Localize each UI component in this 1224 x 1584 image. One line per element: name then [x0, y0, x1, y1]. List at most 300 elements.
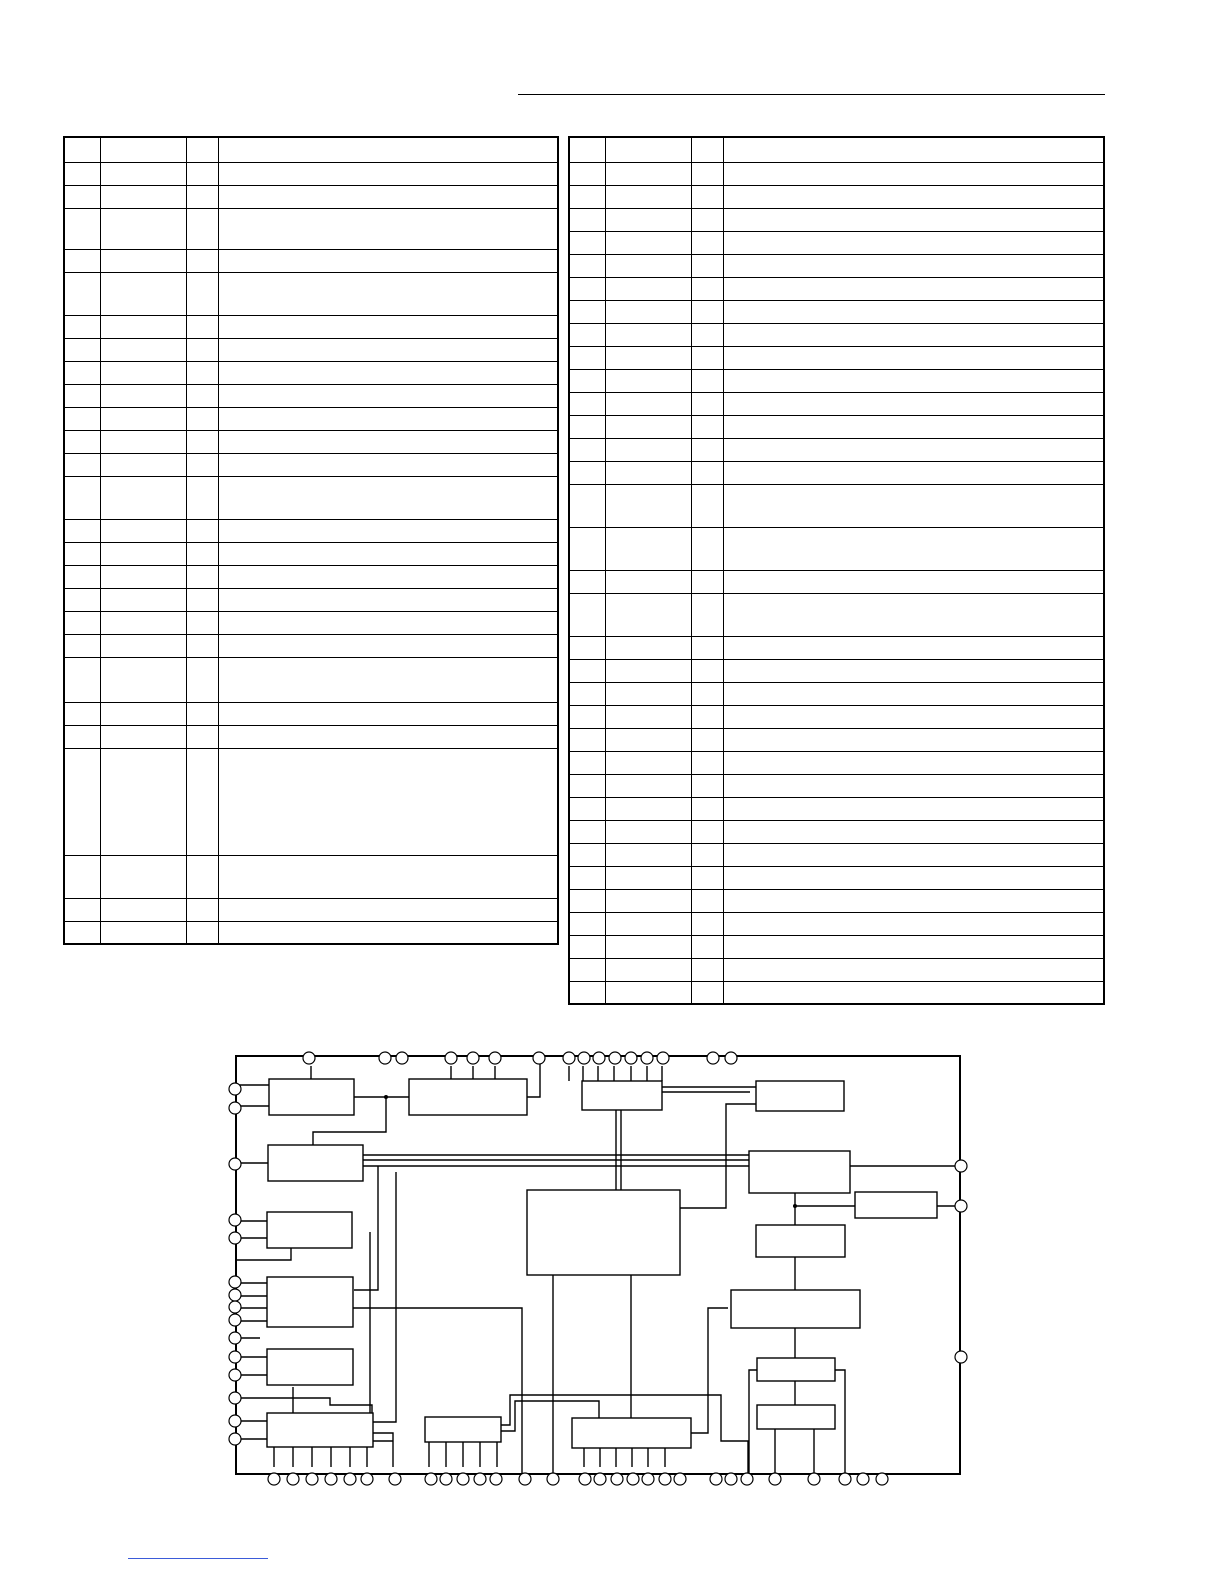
table-row [569, 659, 1104, 682]
io-cell [691, 323, 723, 346]
block-input-amp [269, 1079, 354, 1115]
pin-name-cell [100, 162, 186, 185]
pin-name-cell [100, 611, 186, 634]
table-row [64, 476, 558, 519]
pin-number-cell [64, 185, 100, 208]
function-cell [723, 728, 1104, 751]
pin-number-cell [64, 702, 100, 725]
table-row [64, 453, 558, 476]
io-cell [691, 254, 723, 277]
io-cell [691, 705, 723, 728]
pin-name-cell [605, 231, 691, 254]
table-row [569, 866, 1104, 889]
pin-name-cell [605, 346, 691, 369]
pin-terminal [229, 1214, 241, 1226]
pin-name-cell [605, 461, 691, 484]
block-buffer [757, 1405, 835, 1429]
io-cell [186, 430, 218, 453]
pin-name-cell [605, 254, 691, 277]
function-cell [723, 570, 1104, 593]
function-cell [723, 162, 1104, 185]
block-serial-io [267, 1413, 373, 1447]
table-row [569, 889, 1104, 912]
function-cell [218, 453, 558, 476]
pin-name-cell [605, 185, 691, 208]
io-cell [186, 748, 218, 855]
pin-name-cell [605, 369, 691, 392]
io-cell [691, 137, 723, 162]
pin-terminal [594, 1473, 606, 1485]
pin-terminal [396, 1052, 408, 1064]
block-diagram [200, 1040, 980, 1490]
function-cell [723, 843, 1104, 866]
pin-number-cell [64, 338, 100, 361]
function-cell [723, 185, 1104, 208]
table-row [569, 323, 1104, 346]
pin-terminal [379, 1052, 391, 1064]
pin-number-cell [569, 958, 605, 981]
function-cell [723, 935, 1104, 958]
pin-terminal [229, 1158, 241, 1170]
pin-terminal [955, 1160, 967, 1172]
table-row [64, 208, 558, 249]
io-cell [691, 889, 723, 912]
table-row [569, 527, 1104, 570]
pin-terminal [857, 1473, 869, 1485]
pin-name-cell [605, 820, 691, 843]
pin-name-cell [100, 855, 186, 898]
table-row [64, 137, 558, 162]
pin-name-cell [605, 137, 691, 162]
function-cell [723, 705, 1104, 728]
pin-terminal [306, 1473, 318, 1485]
function-cell [723, 682, 1104, 705]
pin-terminal [627, 1473, 639, 1485]
pin-number-cell [569, 300, 605, 323]
pin-number-cell [569, 935, 605, 958]
pin-name-cell [100, 208, 186, 249]
function-cell [218, 338, 558, 361]
function-cell [723, 137, 1104, 162]
pin-number-cell [64, 361, 100, 384]
function-cell [218, 725, 558, 748]
pin-terminal [741, 1473, 753, 1485]
function-cell [218, 315, 558, 338]
function-cell [218, 565, 558, 588]
pin-terminal [229, 1301, 241, 1313]
pin-name-cell [605, 527, 691, 570]
pin-name-cell [605, 843, 691, 866]
pin-number-cell [569, 705, 605, 728]
pin-number-cell [569, 682, 605, 705]
pin-name-cell [605, 636, 691, 659]
function-cell [218, 162, 558, 185]
pin-terminal [445, 1052, 457, 1064]
pin-terminal [425, 1473, 437, 1485]
io-cell [691, 728, 723, 751]
pin-number-cell [569, 484, 605, 527]
pin-name-cell [605, 682, 691, 705]
io-cell [691, 185, 723, 208]
io-cell [691, 570, 723, 593]
pin-terminal [229, 1232, 241, 1244]
block-counter [267, 1349, 353, 1385]
pin-number-cell [64, 430, 100, 453]
block-memory-ctrl [572, 1418, 691, 1448]
function-cell [723, 981, 1104, 1004]
pin-name-cell [605, 438, 691, 461]
table-row [569, 682, 1104, 705]
pin-function-table-right [568, 136, 1105, 1005]
io-cell [186, 208, 218, 249]
pin-number-cell [569, 774, 605, 797]
pin-name-cell [100, 137, 186, 162]
function-cell [723, 889, 1104, 912]
io-cell [691, 866, 723, 889]
pin-terminal [229, 1415, 241, 1427]
pin-name-cell [605, 208, 691, 231]
block-driver [855, 1192, 937, 1218]
pin-number-cell [64, 898, 100, 921]
pin-terminal [287, 1473, 299, 1485]
pin-number-cell [569, 751, 605, 774]
table-row [569, 820, 1104, 843]
pin-terminal [474, 1473, 486, 1485]
pin-function-table-left [63, 136, 559, 945]
pin-name-cell [605, 415, 691, 438]
pin-name-cell [100, 565, 186, 588]
table-row [64, 855, 558, 898]
table-row [569, 705, 1104, 728]
pin-number-cell [64, 565, 100, 588]
table-row [569, 300, 1104, 323]
pin-terminal [808, 1473, 820, 1485]
pin-terminal [489, 1052, 501, 1064]
pin-terminal [563, 1052, 575, 1064]
table-row [569, 797, 1104, 820]
pin-number-cell [64, 384, 100, 407]
pin-name-cell [100, 921, 186, 944]
io-cell [186, 921, 218, 944]
table-row [64, 898, 558, 921]
pin-number-cell [569, 392, 605, 415]
table-row [569, 593, 1104, 636]
pin-terminal [955, 1200, 967, 1212]
pin-number-cell [64, 476, 100, 519]
table-row [64, 542, 558, 565]
io-cell [186, 361, 218, 384]
pin-number-cell [569, 254, 605, 277]
pin-number-cell [64, 453, 100, 476]
pin-name-cell [605, 728, 691, 751]
pin-name-cell [605, 300, 691, 323]
function-cell [218, 588, 558, 611]
pin-name-cell [605, 935, 691, 958]
pin-number-cell [64, 249, 100, 272]
pin-terminal [229, 1314, 241, 1326]
pin-number-cell [569, 277, 605, 300]
io-cell [691, 484, 723, 527]
function-cell [723, 254, 1104, 277]
io-cell [186, 137, 218, 162]
pin-name-cell [100, 898, 186, 921]
pin-name-cell [100, 272, 186, 315]
pin-number-cell [64, 657, 100, 702]
function-cell [218, 137, 558, 162]
io-cell [691, 369, 723, 392]
pin-name-cell [100, 748, 186, 855]
table-row [569, 415, 1104, 438]
io-cell [691, 461, 723, 484]
pin-name-cell [605, 981, 691, 1004]
io-cell [691, 981, 723, 1004]
pin-terminal [303, 1052, 315, 1064]
pin-number-cell [569, 137, 605, 162]
pin-name-cell [605, 866, 691, 889]
function-cell [723, 415, 1104, 438]
io-cell [186, 476, 218, 519]
table-row [64, 338, 558, 361]
pin-name-cell [605, 774, 691, 797]
pin-number-cell [569, 162, 605, 185]
pin-terminal [609, 1052, 621, 1064]
function-cell [218, 748, 558, 855]
pin-number-cell [64, 725, 100, 748]
pin-name-cell [100, 519, 186, 542]
pin-terminal [725, 1473, 737, 1485]
io-cell [186, 315, 218, 338]
pin-terminal [876, 1473, 888, 1485]
pin-terminal [642, 1473, 654, 1485]
io-cell [691, 751, 723, 774]
table-row [64, 634, 558, 657]
table-row [64, 430, 558, 453]
table-row [64, 921, 558, 944]
pin-number-cell [64, 272, 100, 315]
table-row [569, 958, 1104, 981]
pin-terminal [641, 1052, 653, 1064]
pin-number-cell [64, 855, 100, 898]
pin-terminal [579, 1473, 591, 1485]
function-cell [723, 636, 1104, 659]
footer-link-underline[interactable] [128, 1558, 268, 1559]
pin-name-cell [605, 593, 691, 636]
pin-terminal [707, 1052, 719, 1064]
pin-number-cell [64, 748, 100, 855]
pin-number-cell [569, 231, 605, 254]
function-cell [723, 527, 1104, 570]
io-cell [691, 231, 723, 254]
io-cell [691, 682, 723, 705]
table-row [64, 725, 558, 748]
pin-terminal [457, 1473, 469, 1485]
io-cell [691, 958, 723, 981]
table-row [569, 935, 1104, 958]
io-cell [691, 300, 723, 323]
pin-name-cell [605, 797, 691, 820]
pin-name-cell [100, 315, 186, 338]
io-cell [186, 588, 218, 611]
function-cell [218, 407, 558, 430]
function-cell [723, 438, 1104, 461]
table-row [64, 519, 558, 542]
block-detector [267, 1212, 352, 1248]
io-cell [186, 272, 218, 315]
function-cell [723, 751, 1104, 774]
pin-name-cell [605, 484, 691, 527]
table-row [64, 185, 558, 208]
pin-name-cell [100, 588, 186, 611]
pin-name-cell [605, 659, 691, 682]
pin-terminal [389, 1473, 401, 1485]
pin-terminal [229, 1332, 241, 1344]
io-cell [691, 935, 723, 958]
table-row [569, 728, 1104, 751]
function-cell [218, 634, 558, 657]
pin-name-cell [100, 702, 186, 725]
pin-name-cell [605, 323, 691, 346]
pin-number-cell [64, 588, 100, 611]
table-row [569, 570, 1104, 593]
table-row [569, 981, 1104, 1004]
pin-number-cell [569, 636, 605, 659]
function-cell [218, 519, 558, 542]
io-cell [186, 542, 218, 565]
io-cell [691, 162, 723, 185]
pin-number-cell [569, 912, 605, 935]
function-cell [723, 958, 1104, 981]
io-cell [186, 702, 218, 725]
io-cell [186, 185, 218, 208]
pin-number-cell [569, 843, 605, 866]
table-row [64, 702, 558, 725]
io-cell [691, 774, 723, 797]
io-cell [186, 634, 218, 657]
io-cell [691, 636, 723, 659]
table-row [569, 774, 1104, 797]
table-row [64, 249, 558, 272]
pin-number-cell [64, 611, 100, 634]
pin-terminal [229, 1102, 241, 1114]
pin-name-cell [605, 570, 691, 593]
table-row [569, 137, 1104, 162]
io-cell [691, 797, 723, 820]
pin-number-cell [569, 981, 605, 1004]
function-cell [218, 611, 558, 634]
pin-terminal [674, 1473, 686, 1485]
block-latch [757, 1358, 835, 1381]
table-row [64, 565, 558, 588]
io-cell [691, 912, 723, 935]
pin-terminal [229, 1369, 241, 1381]
block-output-a [756, 1081, 844, 1111]
pin-terminal [578, 1052, 590, 1064]
table-row [569, 208, 1104, 231]
io-cell [186, 338, 218, 361]
io-cell [186, 565, 218, 588]
table-row [64, 657, 558, 702]
io-cell [186, 519, 218, 542]
pin-number-cell [569, 659, 605, 682]
pin-name-cell [605, 751, 691, 774]
table-row [569, 369, 1104, 392]
io-cell [186, 657, 218, 702]
pin-name-cell [605, 392, 691, 415]
table-row [64, 611, 558, 634]
block-logic [267, 1277, 353, 1327]
pin-name-cell [100, 453, 186, 476]
pin-terminal [769, 1473, 781, 1485]
table-row [64, 361, 558, 384]
pin-name-cell [100, 725, 186, 748]
pin-number-cell [569, 889, 605, 912]
function-cell [218, 208, 558, 249]
io-cell [691, 843, 723, 866]
function-cell [218, 384, 558, 407]
pin-terminal [533, 1052, 545, 1064]
pin-terminal [229, 1083, 241, 1095]
pin-terminal [519, 1473, 531, 1485]
pin-terminal [229, 1433, 241, 1445]
pin-terminal [955, 1351, 967, 1363]
pin-number-cell [64, 162, 100, 185]
pin-number-cell [569, 438, 605, 461]
io-cell [186, 898, 218, 921]
function-cell [723, 392, 1104, 415]
function-cell [723, 797, 1104, 820]
table-row [569, 461, 1104, 484]
io-cell [186, 249, 218, 272]
table-row [569, 843, 1104, 866]
table-row [569, 484, 1104, 527]
function-cell [218, 702, 558, 725]
io-cell [186, 855, 218, 898]
function-cell [723, 866, 1104, 889]
pin-name-cell [100, 657, 186, 702]
table-row [569, 346, 1104, 369]
function-cell [723, 659, 1104, 682]
pin-name-cell [605, 958, 691, 981]
function-cell [218, 272, 558, 315]
io-cell [186, 725, 218, 748]
pin-terminal [440, 1473, 452, 1485]
pin-number-cell [64, 542, 100, 565]
block-processor-a [409, 1079, 527, 1115]
pin-number-cell [569, 461, 605, 484]
block-interface [582, 1081, 662, 1110]
pin-number-cell [569, 369, 605, 392]
function-cell [218, 855, 558, 898]
pin-number-cell [569, 728, 605, 751]
function-cell [723, 774, 1104, 797]
pin-terminal [593, 1052, 605, 1064]
table-row [569, 277, 1104, 300]
io-cell [691, 392, 723, 415]
pin-number-cell [569, 346, 605, 369]
pin-name-cell [605, 162, 691, 185]
function-cell [723, 461, 1104, 484]
pin-name-cell [100, 185, 186, 208]
pin-number-cell [569, 570, 605, 593]
pin-terminal [625, 1052, 637, 1064]
io-cell [186, 407, 218, 430]
pin-number-cell [64, 634, 100, 657]
function-cell [723, 369, 1104, 392]
pin-number-cell [64, 519, 100, 542]
function-cell [218, 898, 558, 921]
function-cell [723, 912, 1104, 935]
pin-terminal [659, 1473, 671, 1485]
